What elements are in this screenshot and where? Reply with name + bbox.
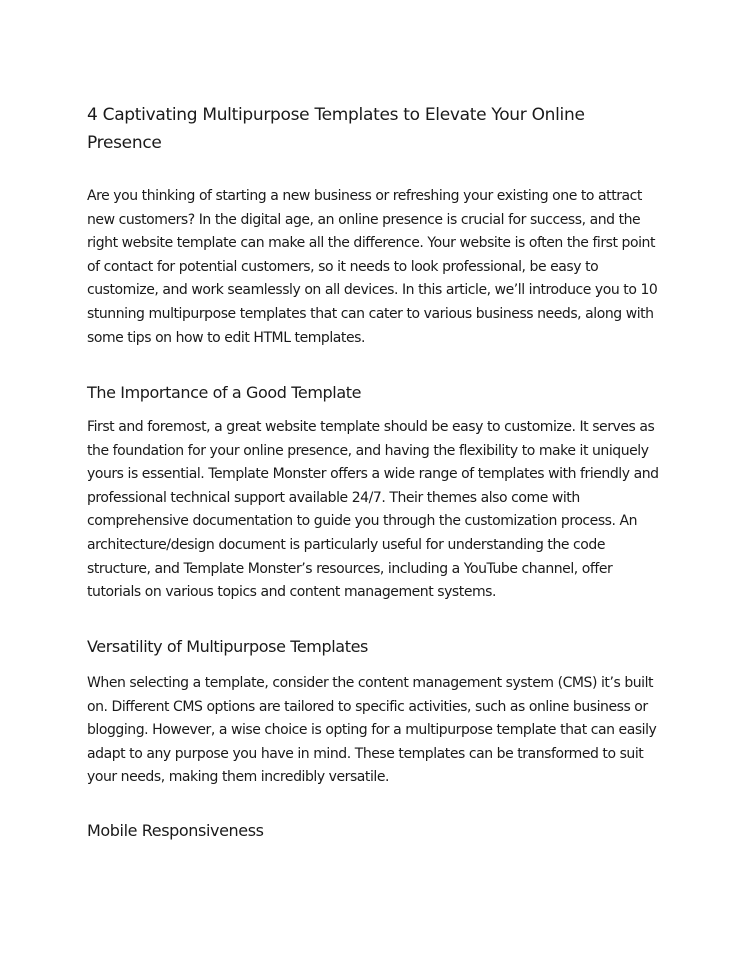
intro-paragraph: Are you thinking of starting a new business or refreshing your existing one to attract new customers? In the digital age, an online presence is crucial for success, and the right website template can make all the difference. Your website is often the first point of contact for potential customers, so it needs to look professional, be easy to customize, and work seamlessly on all devices. In this article, we’ll introduce you to 10 stunning multipurpose templates that can cater to various business needs, along with some tips on how to edit HTML templates. (87, 188, 658, 346)
article-title: 4 Captivating Multipurpose Templates to Elevate Your Online Presence (87, 105, 585, 153)
section-body-importance: First and foremost, a great website template should be easy to customize. It serves as the foundation for your online presence, and having the flexibility to make it uniquely yours is essential. Template Monster offers a wide range of templates with friendly and professional technical support available 24/7. Their themes also come with comprehensive documentation to guide you through the customization process. An architecture/design document is particularly useful for understanding the code structure, and Template Monster’s resources, including a YouTube channel, offer tutorials on various topics and content management systems. (87, 419, 659, 601)
section-heading-importance: The Importance of a Good Template (87, 383, 362, 402)
section-heading-mobile: Mobile Responsiveness (87, 821, 264, 840)
section-body-versatility: When selecting a template, consider the content management system (CMS) it’s built on. Different CMS options are tailored to specific activities, such as online business or blogging. However, a wise choice is opting for a multipurpose template that can easily adapt to any purpose you have in mind. These templates can be transformed to suit your needs, making them incredibly versatile. (87, 675, 657, 786)
section-heading-versatility: Versatility of Multipurpose Templates (87, 637, 368, 656)
